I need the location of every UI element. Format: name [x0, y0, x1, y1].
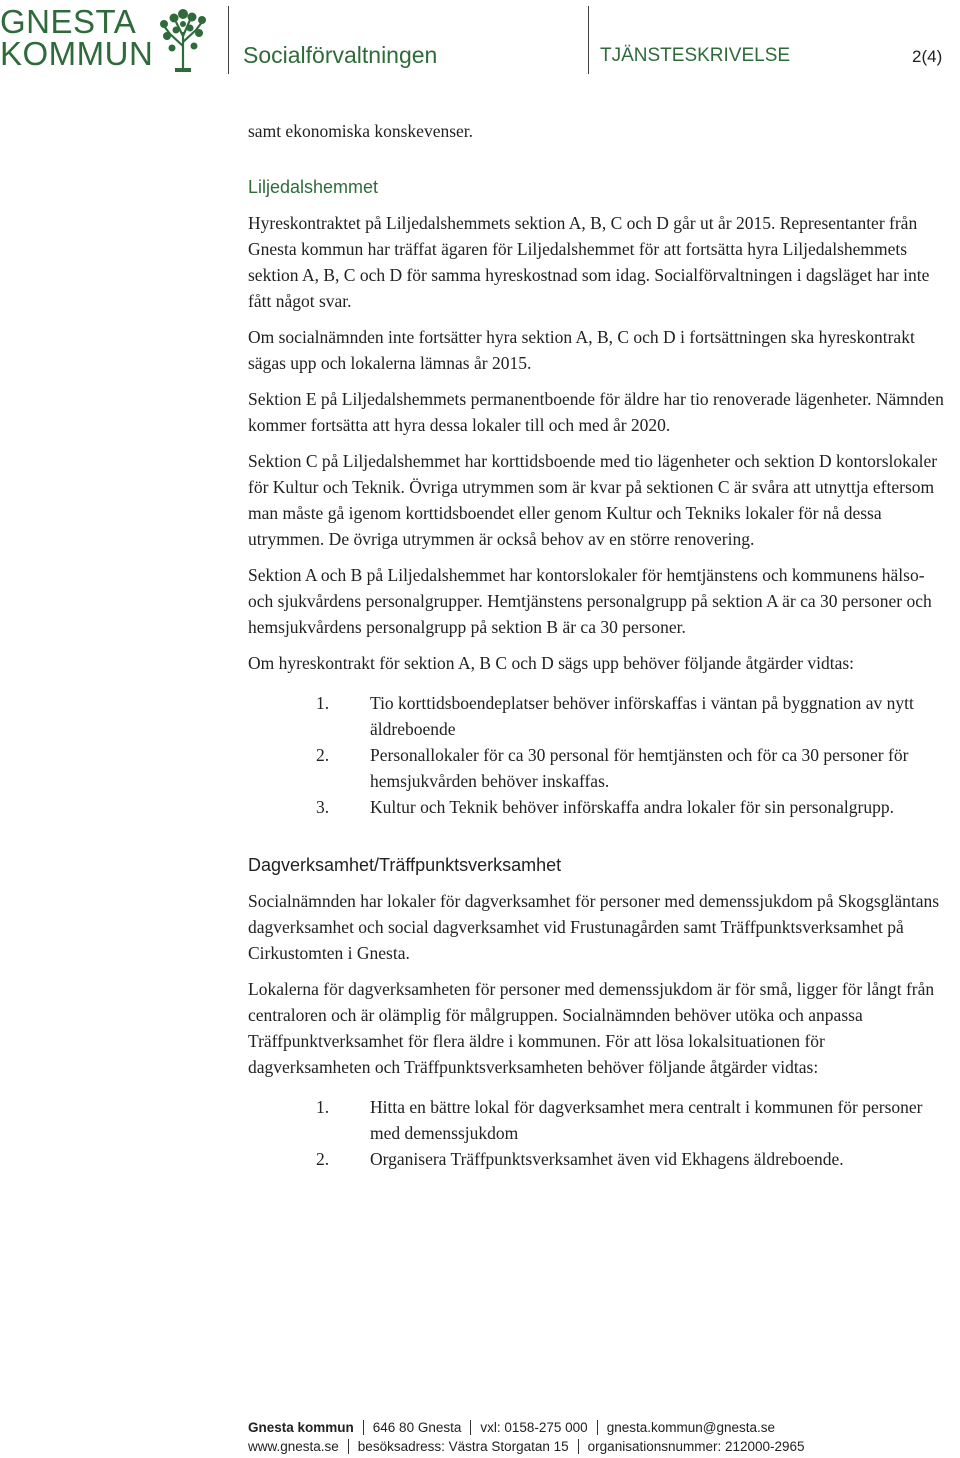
logo	[0, 4, 212, 76]
logo-text	[0, 3, 154, 72]
footer-separator	[470, 1420, 471, 1435]
paragraph: Sektion C på Liljedalshemmet har korttidsboende med tio lägenheter och sektion D kontorslokaler för Kultur och Teknik. Övriga utrymmen som är kvar på sektionen C är svåra att utnyttja eftersom man måste gå igenom korttidsboendet eller genom Kultur och Tekniks lokaler för nå dessa utrymmen. De övriga utrymmen är också behov av en större renovering.	[248, 451, 938, 549]
list-number: 1.	[316, 1097, 330, 1117]
footer-separator	[348, 1439, 349, 1454]
footer-postal: 646 80 Gnesta	[372, 1420, 462, 1435]
footer-line-2	[248, 1439, 948, 1454]
paragraph: Om socialnämnden inte fortsätter hyra sektion A, B, C och D i fortsättningen ska hyreskontrakt sägas upp och lokalerna lämnas år 2015.	[248, 327, 915, 373]
list-item	[316, 690, 948, 742]
paragraph: Lokalerna för dagverksamheten för personer med demenssjukdom är för små, ligger för långt från centraloren och är olämplig för målgruppen. Socialnämnden behöver utöka och anpassa Träffpunktverksamhet för flera äldre i kommunen. För att lösa lokalsituationen för dagverksamheten och Träffpunktsverksamheten behöver följande åtgärder vidtas:	[248, 979, 935, 1077]
paragraph: Hyreskontraktet på Liljedalshemmets sektion A, B, C och D går ut år 2015. Representanter från Gnesta kommun har träffat ägaren för Liljedalshemmet för att fortsätta hyra Liljedalshemmets sektion A, B, C och D för samma hyreskostnad som idag. Socialförvaltningen i dagsläget har inte fått något svar.	[248, 213, 930, 311]
list-text: Organisera Träffpunktsverksamhet även vid Ekhagens äldreboende.	[370, 1149, 844, 1169]
paragraph: Socialnämnden har lokaler för dagverksamhet för personer med demenssjukdom på Skogsgläntans dagverksamhet och social dagverksamhet vid Frustunagården samt Träffpunktsverksamhet på Cirkustomten i Gnesta.	[248, 891, 940, 963]
footer-web: www.gnesta.se	[248, 1439, 339, 1454]
list-item	[316, 1094, 948, 1146]
list-text: Kultur och Teknik behöver införskaffa andra lokaler för sin personalgrupp.	[370, 797, 894, 817]
section-heading-dagverksamhet: Dagverksamhet/Träffpunktsverksamhet	[248, 855, 562, 875]
list-number: 1.	[316, 693, 330, 713]
list-text: Hitta en bättre lokal för dagverksamhet mera centralt i kommunen för personer med demenssjukdom	[370, 1097, 923, 1143]
paragraph: Sektion A och B på Liljedalshemmet har kontorslokaler för hemtjänstens och kommunens hälso- och sjukvårdens personalgrupper. Hemtjänstens personalgrupp på sektion A är ca 30 personer och hemsjukvårdens personalgrupp på sektion B är ca 30 personer.	[248, 565, 932, 637]
list-item	[316, 794, 948, 820]
list-number: 2.	[316, 745, 330, 765]
document-type: TJÄNSTESKRIVELSE	[600, 45, 791, 66]
paragraph: Sektion E på Liljedalshemmets permanentboende för äldre har tio renoverade lägenheter. Nämnden kommer fortsätta att hyra dessa lokaler till och med år 2020.	[248, 389, 944, 435]
list-item	[316, 1146, 948, 1172]
list-text: Tio korttidsboendeplatser behöver införskaffas i väntan på byggnation av nytt äldreboende	[370, 693, 914, 739]
footer-separator	[578, 1439, 579, 1454]
header-divider-1	[228, 6, 229, 74]
footer-visit: besöksadress: Västra Storgatan 15	[357, 1439, 569, 1454]
department-name: Socialförvaltningen	[243, 42, 438, 68]
section-heading-liljedalshemmet: Liljedalshemmet	[248, 177, 379, 197]
footer-org: Gnesta kommun	[248, 1420, 354, 1435]
footer-orgnr: organisationsnummer: 212000-2965	[587, 1439, 805, 1454]
list-number: 2.	[316, 1149, 330, 1169]
footer-separator	[597, 1420, 598, 1435]
action-list-2	[248, 1094, 948, 1172]
logo-line-2: KOMMUN	[0, 35, 154, 72]
footer-line-1	[248, 1420, 948, 1435]
list-number: 3.	[316, 797, 330, 817]
page-number: 2(4)	[912, 47, 943, 66]
header-divider-2	[588, 6, 589, 74]
paragraph: Om hyreskontrakt för sektion A, B C och D sägs upp behöver följande åtgärder vidtas:	[248, 653, 855, 673]
list-text: Personallokaler för ca 30 personal för hemtjänsten och för ca 30 personer för hemsjukvården behöver inskaffas.	[370, 745, 909, 791]
footer-phone: vxl: 0158-275 000	[480, 1420, 588, 1435]
list-item	[316, 742, 948, 794]
action-list-1	[248, 690, 948, 820]
tree-logo-icon	[158, 6, 208, 74]
footer-email: gnesta.kommun@gnesta.se	[606, 1420, 775, 1435]
footer-separator	[363, 1420, 364, 1435]
document-body	[248, 118, 948, 1182]
logo-line-1: GNESTA	[0, 3, 137, 40]
intro-text: samt ekonomiska konskevenser.	[248, 121, 474, 141]
